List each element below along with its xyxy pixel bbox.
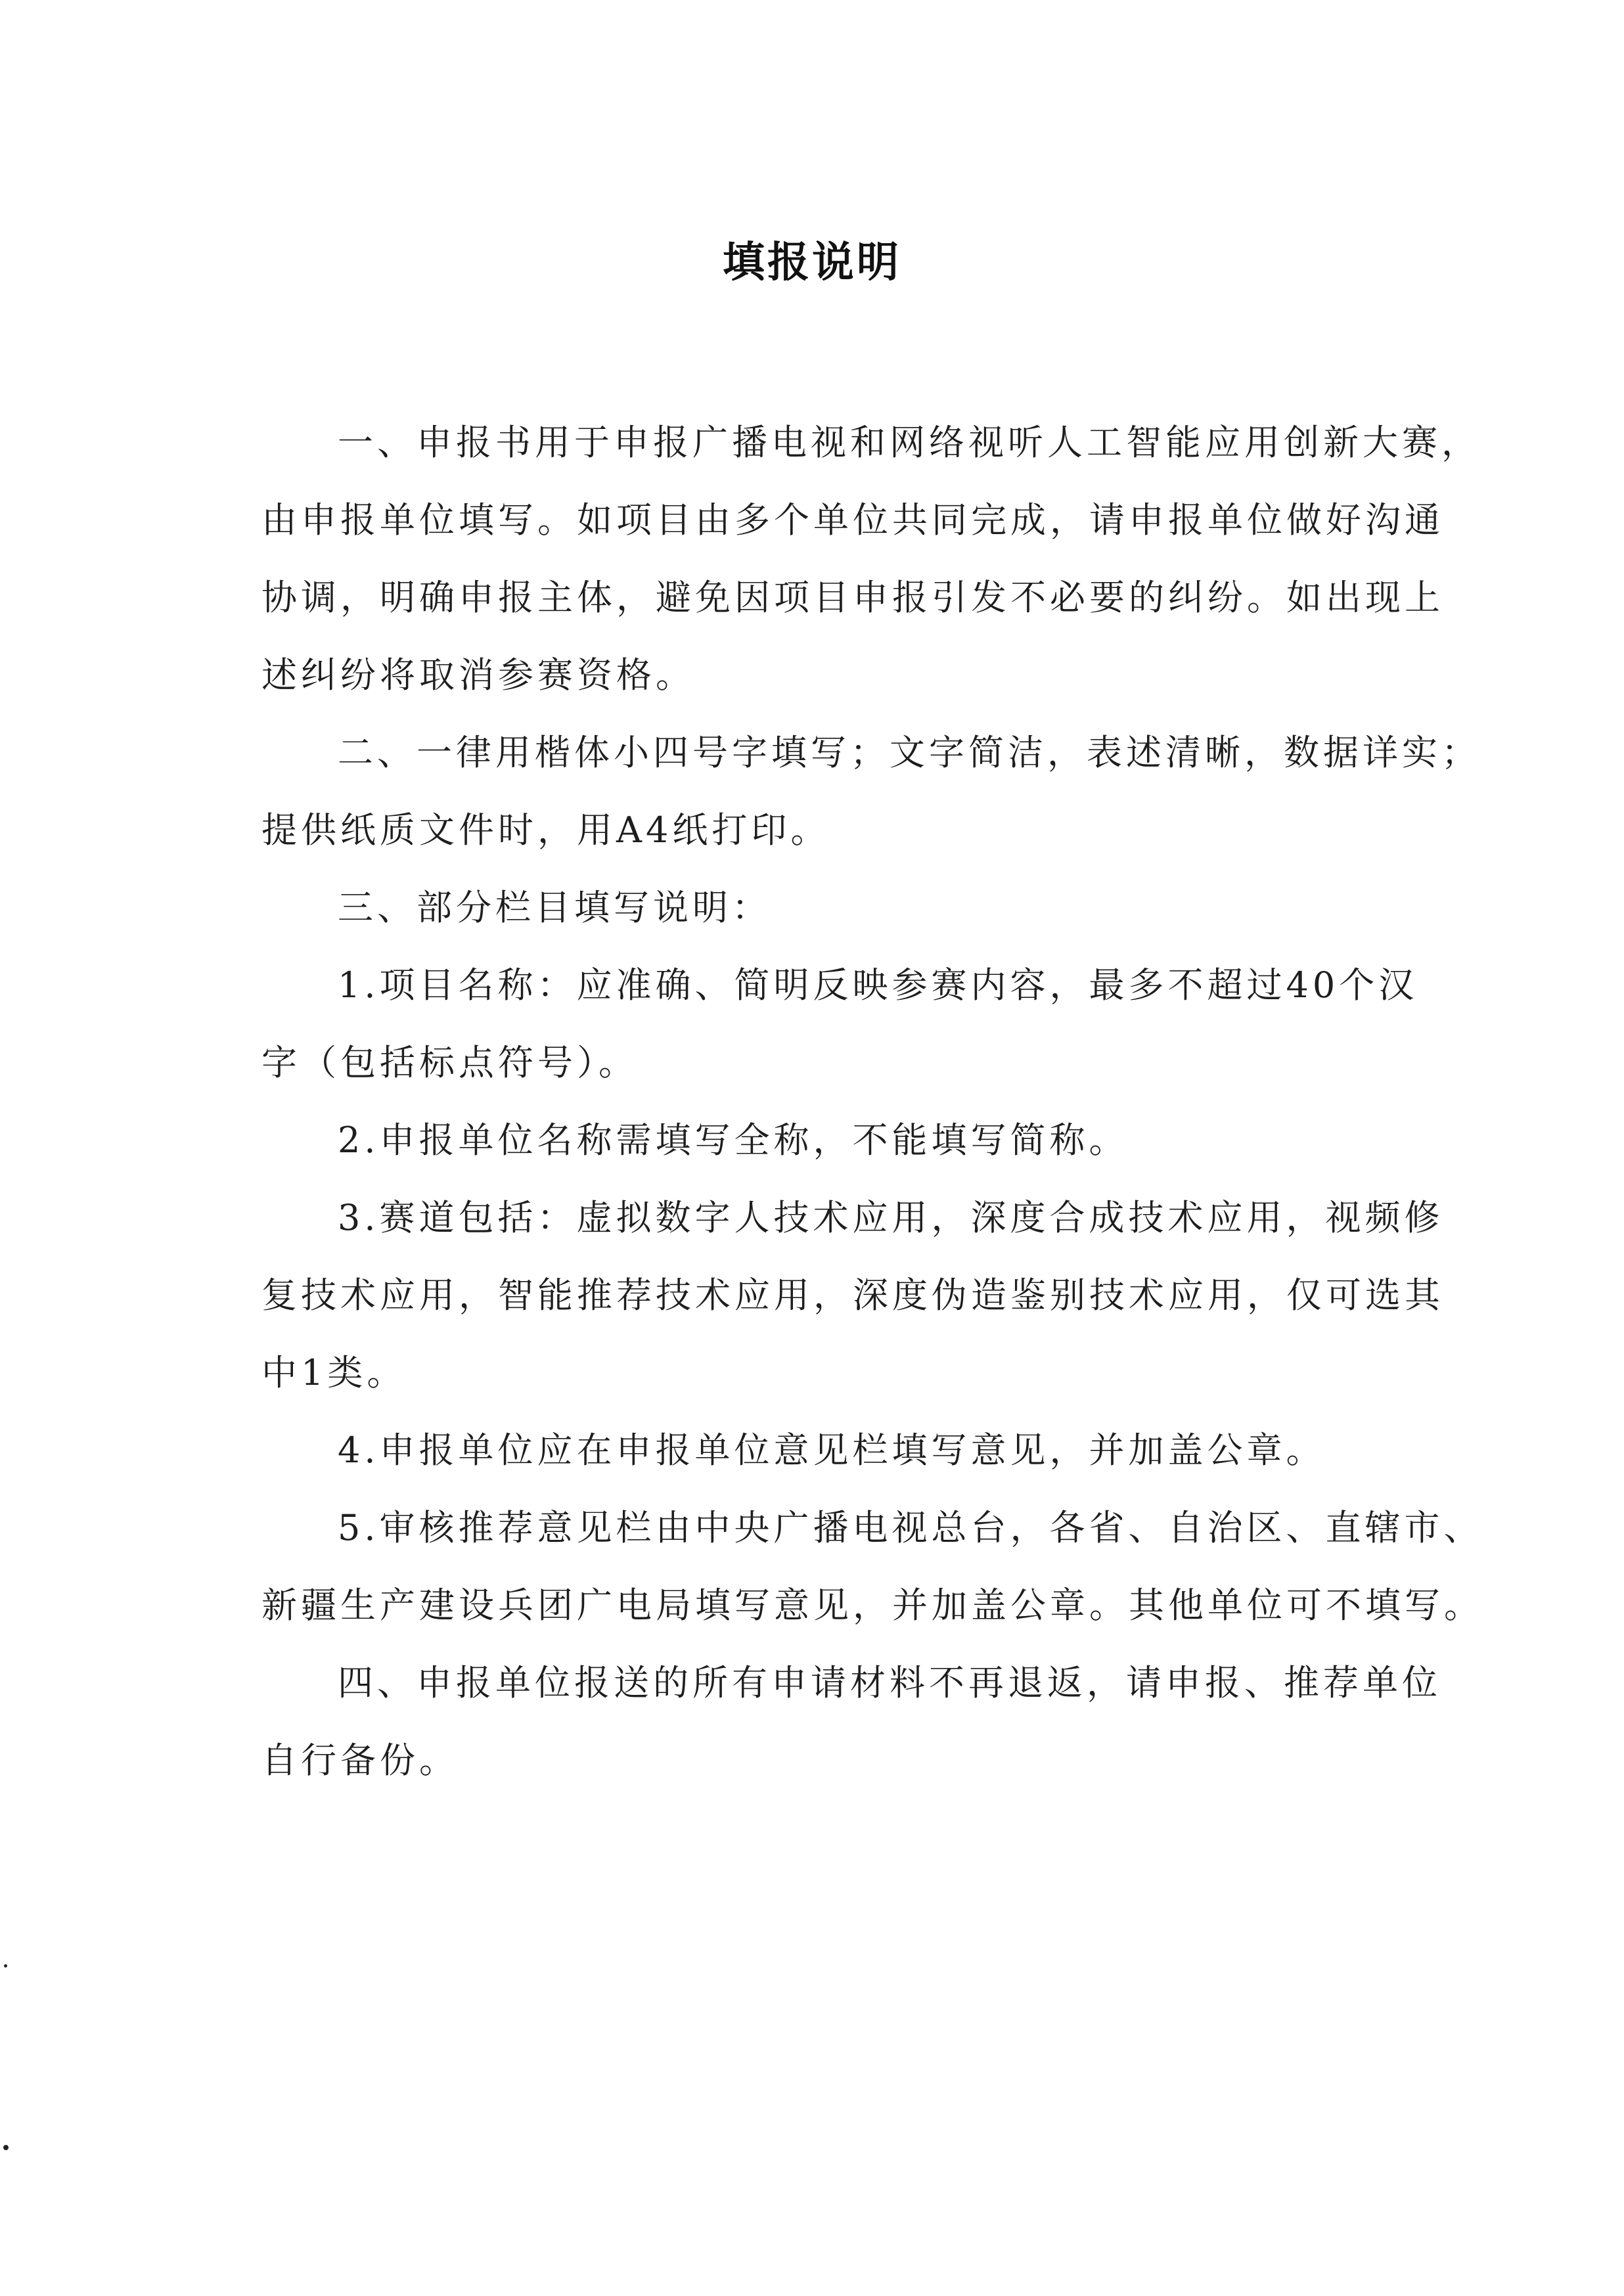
paragraph-line: 5.审核推荐意见栏由中央广播电视总台，各省、自治区、直辖市、 <box>338 1507 1483 1548</box>
paragraph-line: 复技术应用，智能推荐技术应用，深度伪造鉴别技术应用，仅可选其 <box>261 1274 1444 1316</box>
paragraph-line: 二、一律用楷体小四号字填写；文字简洁，表述清晰，数据详实； <box>338 732 1481 773</box>
paragraph-line: 一、申报书用于申报广播电视和网络视听人工智能应用创新大赛， <box>338 422 1481 463</box>
scan-speck <box>4 1964 7 1968</box>
document-body <box>261 404 1483 1799</box>
paragraph-line: 3.赛道包括：虚拟数字人技术应用，深度合成技术应用，视频修 <box>338 1197 1444 1238</box>
paragraph <box>261 1179 1444 1412</box>
paragraph-line: 提供纸质文件时，用A4纸打印。 <box>261 809 830 851</box>
paragraph-line: 自行备份。 <box>261 1740 459 1781</box>
paragraph-line: 协调，明确申报主体，避免因项目申报引发不必要的纠纷。如出现上 <box>261 577 1444 618</box>
paragraph-line: 述纠纷将取消参赛资格。 <box>261 654 695 696</box>
paragraph <box>261 1644 1441 1799</box>
paragraph <box>261 1489 1483 1644</box>
paragraph-line: 由申报单位填写。如项目由多个单位共同完成，请申报单位做好沟通 <box>261 499 1444 541</box>
paragraph-line: 4.申报单位应在申报单位意见栏填写意见，并加盖公章。 <box>338 1429 1326 1471</box>
paragraph-line: 2.申报单位名称需填写全称，不能填写简称。 <box>338 1119 1129 1161</box>
paragraph <box>261 714 1481 869</box>
paragraph <box>261 947 1418 1102</box>
paragraph-line: 中1类。 <box>261 1352 407 1393</box>
paragraph <box>261 869 1352 947</box>
paragraph <box>261 404 1481 714</box>
paragraph-line: 1.项目名称：应准确、简明反映参赛内容，最多不超过40个汉 <box>338 964 1418 1006</box>
document-title: 填报说明 <box>723 238 901 287</box>
paragraph-line: 新疆生产建设兵团广电局填写意见，并加盖公章。其他单位可不填写。 <box>261 1585 1483 1626</box>
paragraph-line: 四、申报单位报送的所有申请材料不再退返，请申报、推荐单位 <box>338 1662 1441 1703</box>
paragraph-line: 字（包括标点符号）。 <box>261 1042 638 1083</box>
paragraph-line: 三、部分栏目填写说明： <box>338 887 771 928</box>
paragraph <box>261 1412 1352 1489</box>
scan-speck <box>3 2145 9 2150</box>
paragraph <box>261 1102 1352 1179</box>
